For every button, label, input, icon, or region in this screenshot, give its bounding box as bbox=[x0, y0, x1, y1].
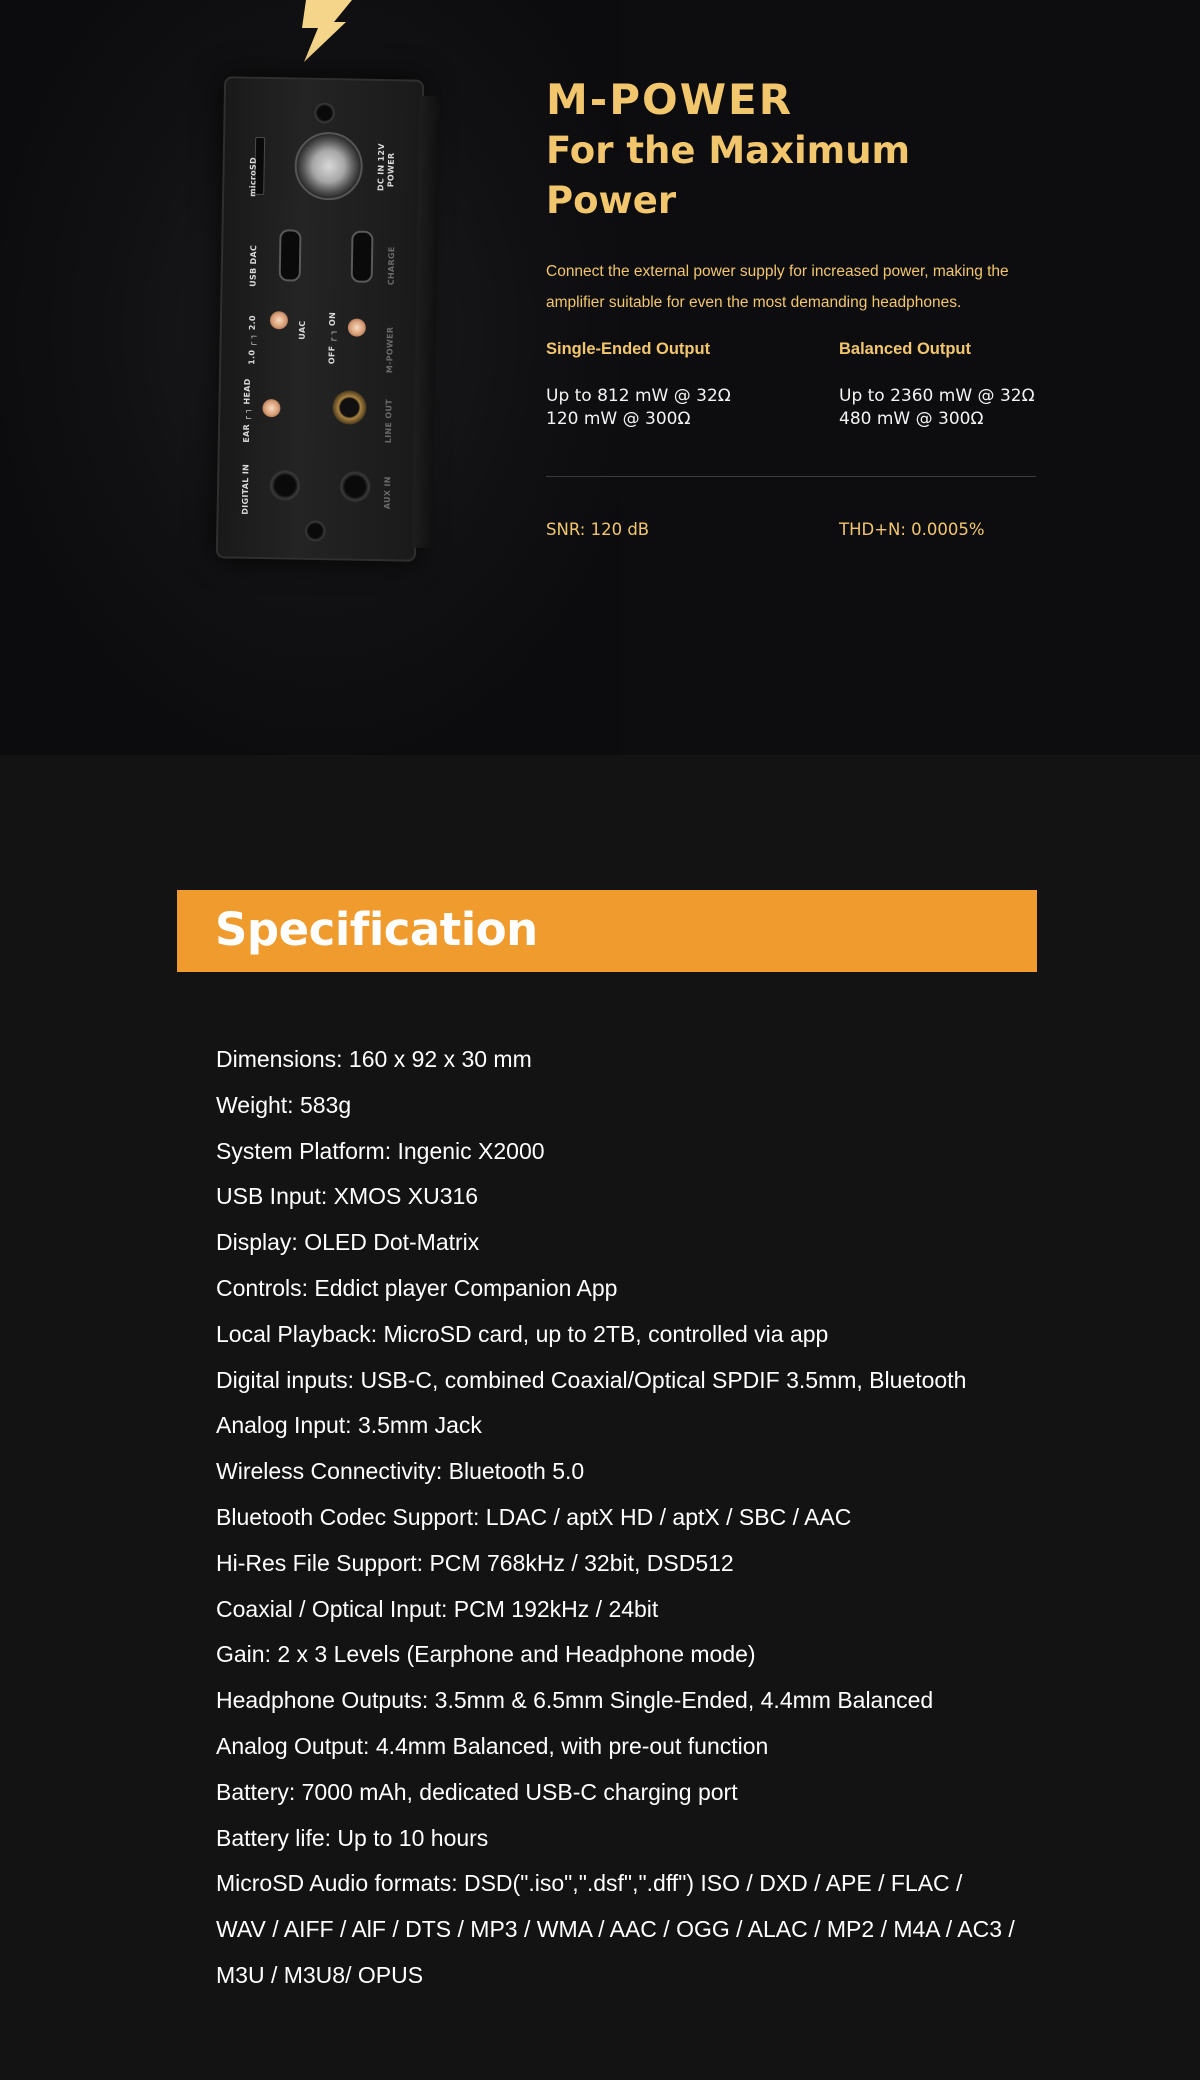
spec-item: Bluetooth Codec Support: LDAC / aptX HD / aptX / SBC / AAC bbox=[216, 1503, 852, 1530]
spec-item: Battery life: Up to 10 hours bbox=[216, 1824, 489, 1851]
uac-range-label: 1.0 ┌ ┐ 2.0 bbox=[247, 315, 258, 365]
spec-item: Hi-Res File Support: PCM 768kHz / 32bit, DSD512 bbox=[216, 1549, 734, 1576]
screw-icon bbox=[304, 520, 326, 542]
single-ended-line: Up to 812 mW @ 32Ω bbox=[546, 386, 731, 406]
aux-in-jack bbox=[339, 470, 372, 503]
ear-head-switch bbox=[262, 399, 280, 417]
hero-section bbox=[0, 0, 1200, 755]
spec-item: M3U / M3U8/ OPUS bbox=[216, 1961, 424, 1988]
hero-text-block bbox=[546, 74, 1046, 334]
spec-item: Analog Input: 3.5mm Jack bbox=[216, 1412, 482, 1439]
spec-item: Coaxial / Optical Input: PCM 192kHz / 24bit bbox=[216, 1595, 659, 1622]
line-out-jack bbox=[332, 390, 367, 425]
spec-item: Digital inputs: USB-C, combined Coaxial/Optical SPDIF 3.5mm, Bluetooth bbox=[216, 1366, 967, 1393]
spec-item: Dimensions: 160 x 92 x 30 mm bbox=[216, 1046, 532, 1072]
power-label: POWER bbox=[386, 152, 396, 188]
charge-label: CHARGE bbox=[386, 246, 397, 286]
dc-in-label: DC IN 12V bbox=[376, 143, 387, 192]
spec-item: Display: OLED Dot-Matrix bbox=[216, 1229, 480, 1256]
digital-in-label: DIGITAL IN bbox=[240, 463, 251, 515]
ear-head-label: EAR ┌ ┐ HEAD bbox=[241, 378, 252, 443]
usb-dac-label: USB DAC bbox=[248, 244, 259, 287]
m-power-label: M-POWER bbox=[385, 326, 395, 374]
spec-item: Local Playback: MicroSD card, up to 2TB, controlled via app bbox=[216, 1320, 829, 1347]
single-ended-output bbox=[546, 340, 786, 431]
usb-dac-port bbox=[279, 229, 302, 281]
digital-in-jack bbox=[269, 469, 302, 502]
hero-subtitle: For the Maximum Power bbox=[546, 129, 911, 222]
divider bbox=[546, 476, 1036, 477]
spec-item: WAV / AIFF / AlF / DTS / MP3 / WMA / AAC / OGG / ALAC / MP2 / M4A / AC3 / bbox=[216, 1916, 1015, 1943]
balanced-output bbox=[839, 340, 1079, 431]
uac-label: UAC bbox=[297, 320, 307, 340]
uac-switch bbox=[270, 311, 288, 329]
hero-title: M-POWER bbox=[546, 75, 794, 124]
line-out-label: LINE OUT bbox=[383, 398, 394, 444]
thd-value: THD+N: 0.0005% bbox=[839, 520, 985, 539]
balanced-heading: Balanced Output bbox=[839, 340, 972, 358]
single-ended-heading: Single-Ended Output bbox=[546, 340, 711, 358]
spec-item: Weight: 583g bbox=[216, 1091, 352, 1118]
microsd-label: microSD bbox=[248, 156, 258, 197]
specification-title: Specification bbox=[215, 903, 538, 956]
balanced-line: Up to 2360 mW @ 32Ω bbox=[839, 386, 1035, 406]
aux-in-label: AUX IN bbox=[382, 476, 393, 510]
single-ended-line: 120 mW @ 300Ω bbox=[546, 409, 691, 429]
balanced-line: 480 mW @ 300Ω bbox=[839, 409, 984, 429]
hero-description: Connect the external power supply for increased power, making the amplifier suitable for even the most demanding headphones. bbox=[546, 263, 1009, 311]
spec-item: Analog Output: 4.4mm Balanced, with pre-out function bbox=[216, 1732, 769, 1759]
dc-power-jack bbox=[294, 132, 363, 201]
charge-port bbox=[351, 231, 374, 283]
snr-value: SNR: 120 dB bbox=[546, 520, 650, 539]
screw-icon bbox=[313, 102, 335, 124]
device-back-panel-image bbox=[216, 76, 424, 561]
off-on-label: OFF ┌ ┐ ON bbox=[327, 311, 338, 365]
specification-list bbox=[216, 1037, 1116, 1999]
spec-item: System Platform: Ingenic X2000 bbox=[216, 1137, 545, 1164]
m-power-switch bbox=[348, 318, 366, 336]
spec-item: USB Input: XMOS XU316 bbox=[216, 1183, 479, 1210]
spec-item: MicroSD Audio formats: DSD(".iso",".dsf",".dff") ISO / DXD / APE / FLAC / bbox=[216, 1870, 963, 1897]
spec-item: Wireless Connectivity: Bluetooth 5.0 bbox=[216, 1458, 585, 1485]
spec-item: Controls: Eddict player Companion App bbox=[216, 1274, 618, 1301]
specification-banner bbox=[177, 890, 1037, 972]
lightning-bolt-icon bbox=[296, 0, 356, 62]
spec-item: Gain: 2 x 3 Levels (Earphone and Headphone mode) bbox=[216, 1641, 756, 1668]
spec-item: Headphone Outputs: 3.5mm & 6.5mm Single-Ended, 4.4mm Balanced bbox=[216, 1687, 934, 1714]
spec-item: Battery: 7000 mAh, dedicated USB-C charging port bbox=[216, 1778, 738, 1805]
